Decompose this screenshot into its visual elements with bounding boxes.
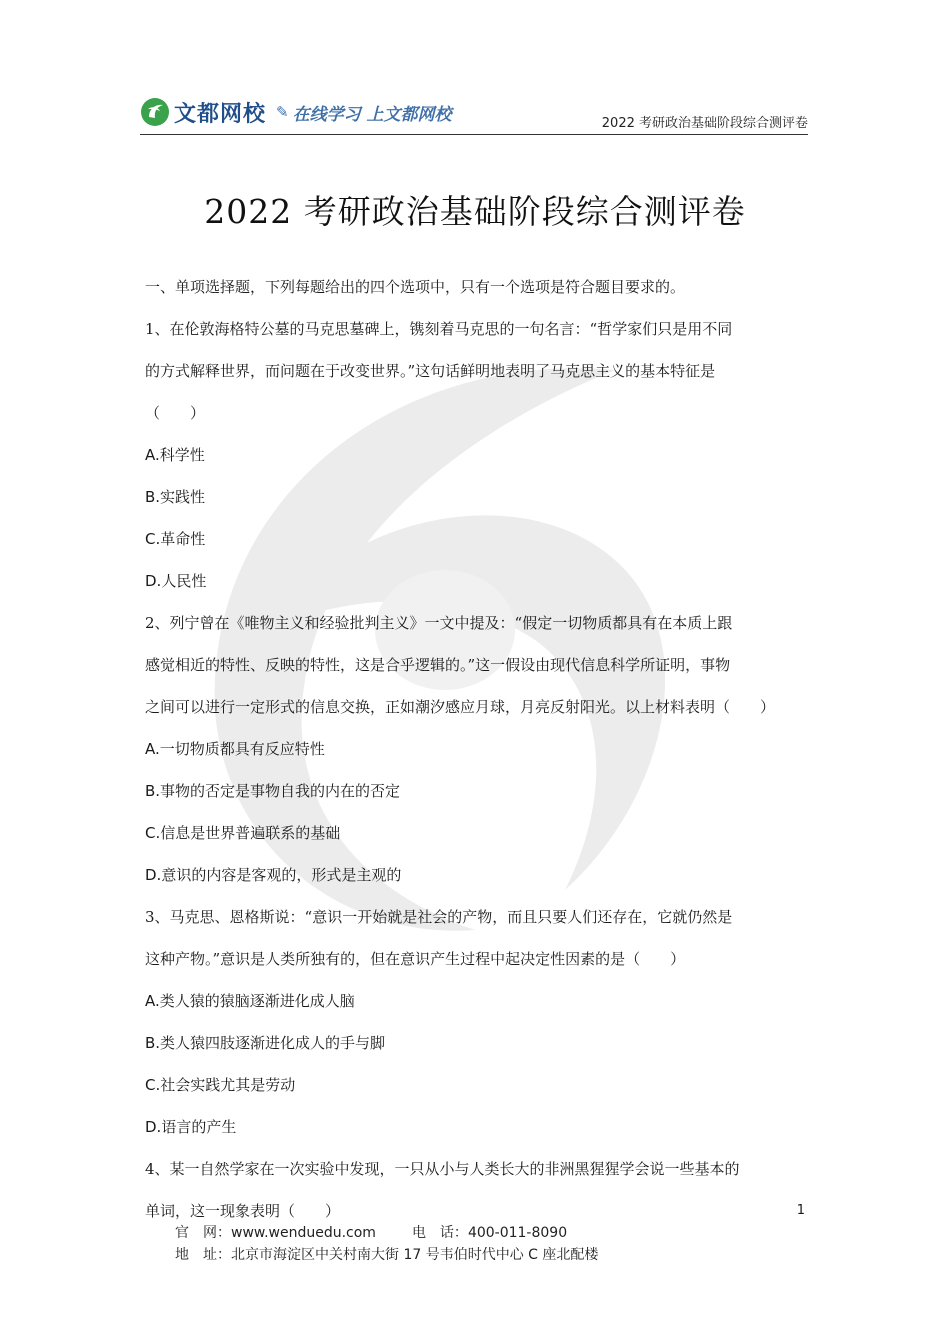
question-1-option-a: A.科学性 (145, 446, 205, 464)
question-4-text: 4、某一自然学家在一次实验中发现，一只从小与人类长大的非洲黑猩猩学会说一些基本的 (145, 1160, 740, 1178)
question-2-option-c: C.信息是世界普遍联系的基础 (145, 824, 341, 842)
question-2-text: 2、列宁曾在《唯物主义和经验批判主义》一文中提及：“假定一切物质都具有在本质上跟 (145, 614, 733, 632)
footer-address-row (175, 1244, 598, 1266)
section-heading: 一、单项选择题，下列每题给出的四个选项中，只有一个选项是符合题目要求的。 (145, 278, 686, 296)
page-number: 1 (796, 1203, 805, 1218)
question-3-option-b: B.类人猿四肢逐渐进化成人的手与脚 (145, 1034, 386, 1052)
website-link[interactable]: www.wenduedu.com (231, 1225, 376, 1241)
question-3-option-a: A.类人猿的猿脑逐渐进化成人脑 (145, 992, 355, 1010)
slogan-text: 在线学习 上文都网校 (292, 104, 452, 125)
question-2-option-b: B.事物的否定是事物自我的内在的否定 (145, 782, 401, 800)
question-1-text: 的方式解释世界，而问题在于改变世界。”这句话鲜明地表明了马克思主义的基本特征是 (145, 362, 716, 380)
website-label: 官 网： (175, 1225, 231, 1241)
question-3-text: 这种产物。”意识是人类所独有的，但在意识产生过程中起决定性因素的是（ ） (145, 950, 686, 968)
question-1-option-d: D.人民性 (145, 572, 207, 590)
header-doc-title: 2022 考研政治基础阶段综合测评卷 (601, 116, 808, 131)
header-divider (140, 134, 808, 135)
pencil-icon: ✎ (276, 103, 289, 121)
question-4-text: 单词，这一现象表明（ ） (145, 1202, 341, 1220)
question-3-option-d: D.语言的产生 (145, 1118, 237, 1136)
footer-contact-row (175, 1222, 598, 1244)
address-text: 北京市海淀区中关村南大街 17 号韦伯时代中心 C 座北配楼 (231, 1247, 599, 1263)
question-1-text: 1、在伦敦海格特公墓的马克思墓碑上，镌刻着马克思的一句名言：“哲学家们只是用不同 (145, 320, 733, 338)
question-2-option-a: A.一切物质都具有反应特性 (145, 740, 325, 758)
brand-logo (140, 92, 452, 132)
page-footer (175, 1222, 598, 1266)
wendu-logo-icon (140, 97, 170, 127)
question-1-blank: （ ） (145, 404, 206, 422)
question-3-text: 3、马克思、恩格斯说：“意识一开始就是社会的产物，而且只要人们还存在，它就仍然是 (145, 908, 733, 926)
phone-label: 电 话： (411, 1225, 468, 1241)
question-2-text: 之间可以进行一定形式的信息交换，正如潮汐感应月球，月亮反射阳光。以上材料表明（ ） (145, 698, 776, 716)
page-header (140, 90, 808, 136)
page-title: 2022 考研政治基础阶段综合测评卷 (204, 192, 746, 231)
slogan (276, 100, 452, 125)
question-2-option-d: D.意识的内容是客观的，形式是主观的 (145, 866, 402, 884)
question-2-text: 感觉相近的特性、反映的特性，这是合乎逻辑的。”这一假设由现代信息科学所证明，事物 (145, 656, 731, 674)
question-1-option-b: B.实践性 (145, 488, 206, 506)
phone-number: 400-011-8090 (467, 1225, 568, 1241)
logo-text: 文都网校 (174, 101, 267, 127)
question-1-option-c: C.革命性 (145, 530, 206, 548)
address-label: 地 址： (175, 1247, 231, 1263)
question-3-option-c: C.社会实践尤其是劳动 (145, 1076, 296, 1094)
document-body (145, 266, 808, 1232)
